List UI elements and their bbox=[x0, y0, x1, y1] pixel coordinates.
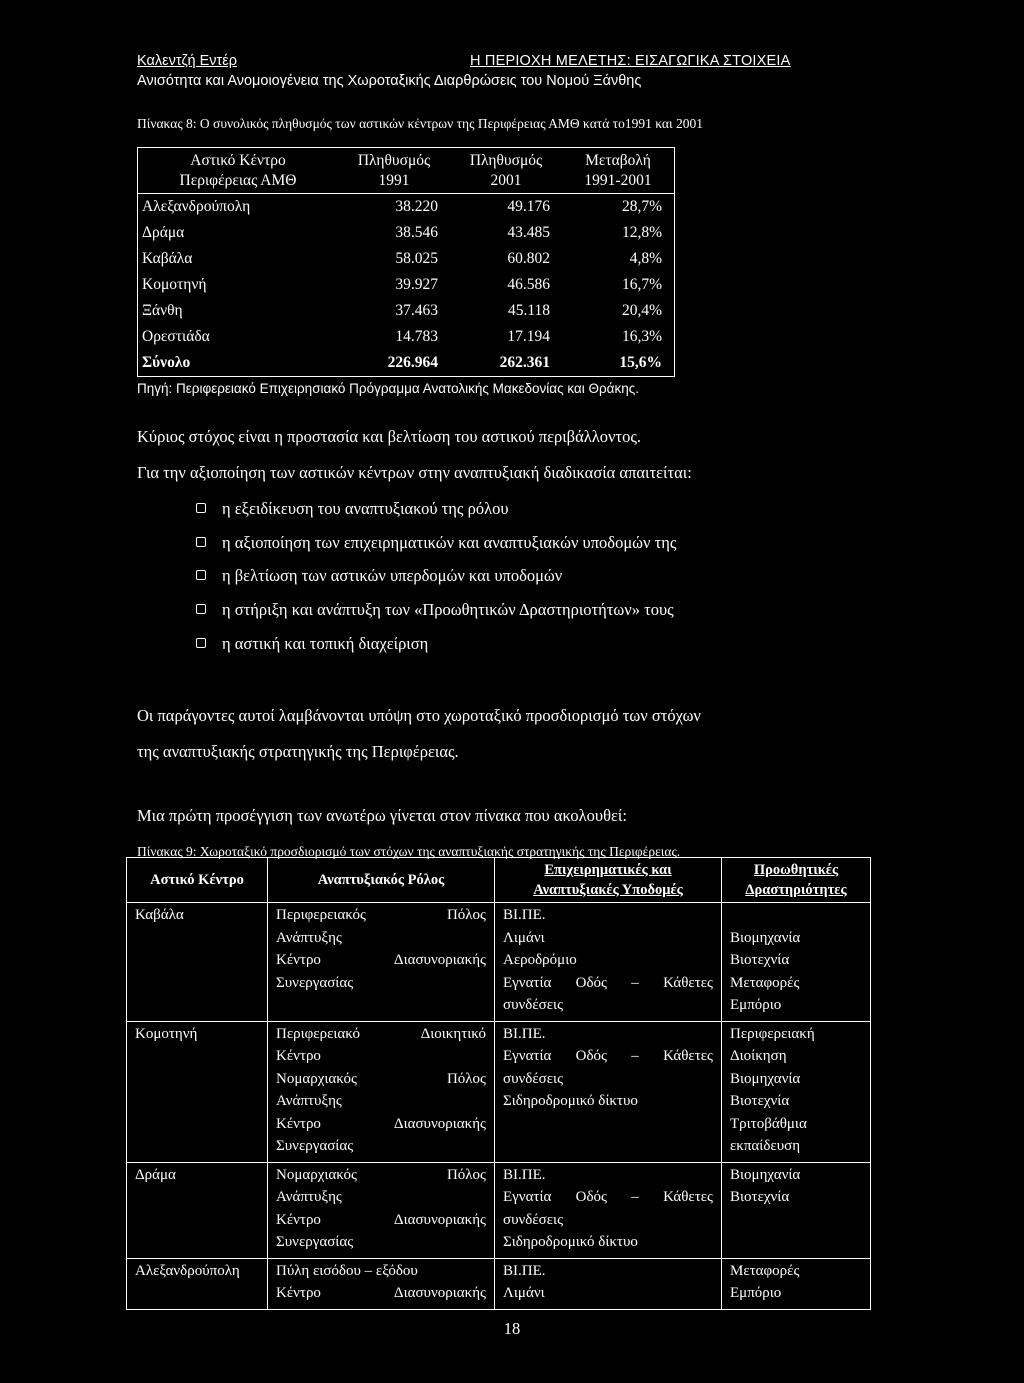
checkbox-bullet-icon bbox=[196, 604, 206, 614]
cell-center: Δράμα bbox=[127, 1162, 268, 1258]
population-table bbox=[137, 147, 675, 377]
role-line: Περιφερειακό Διοικητικό bbox=[276, 1025, 486, 1042]
table-8-source: Πηγή: Περιφερειακό Επιχειρησιακό Πρόγραμμα Ανατολικής Μακεδονίας και Θράκης. bbox=[137, 381, 639, 396]
role-line: Συνεργασίας bbox=[276, 974, 354, 991]
cell-center: Κομοτηνή bbox=[127, 1021, 268, 1162]
cell-change: 20,4% bbox=[621, 302, 662, 319]
activity-line: Βιομηχανία bbox=[730, 1070, 801, 1087]
bullet-item bbox=[196, 600, 674, 620]
col-header-line: Αναπτυξιακές Υποδομές bbox=[533, 882, 683, 898]
checkbox-bullet-icon bbox=[196, 537, 206, 547]
paragraph-factors-cont: της αναπτυξιακής στρατηγικής της Περιφέρειας. bbox=[137, 742, 459, 761]
bullet-text: η εξειδίκευση του αναπτυξιακού της ρόλου bbox=[222, 499, 509, 518]
role-line: Ανάπτυξης bbox=[276, 1189, 342, 1205]
col-header-line: Μεταβολή bbox=[585, 151, 651, 169]
col-header-line: Αστικό Κέντρο bbox=[190, 151, 286, 169]
bullet-item bbox=[196, 499, 509, 519]
checkbox-bullet-icon bbox=[196, 638, 206, 648]
infra-line: Εγνατία Οδός – Κάθετες bbox=[503, 1189, 713, 1205]
cell-infrastructure bbox=[495, 903, 722, 1022]
infra-line: Σιδηροδρομικό δίκτυο bbox=[503, 1093, 638, 1109]
cell-pop-1991: 38.220 bbox=[395, 198, 438, 215]
total-row bbox=[138, 350, 675, 377]
table-8-caption: Πίνακας 8: Ο συνολικός πληθυσμός των αστικών κέντρων της Περιφέρειας ΑΜΘ κατά το1991 και 2001 bbox=[137, 116, 703, 131]
col-header-line: Περιφέρειας ΑΜΘ bbox=[179, 171, 297, 189]
header-author: Καλεντζή Εντέρ bbox=[137, 53, 237, 69]
col-header-line: Πληθυσμός bbox=[469, 151, 543, 169]
cell-change: 16,3% bbox=[621, 328, 662, 345]
activity-line bbox=[730, 904, 862, 927]
table-row bbox=[138, 324, 675, 350]
activity-line: Βιομηχανία bbox=[730, 929, 801, 946]
cell-total-label: Σύνολο bbox=[142, 354, 191, 371]
cell-pop-1991: 37.463 bbox=[395, 302, 438, 319]
cell-city: Αλεξανδρούπολη bbox=[142, 198, 251, 215]
role-line: Κέντρο Διασυνοριακής bbox=[276, 1285, 486, 1301]
paragraph-main-goal: Κύριος στόχος είναι η προστασία και βελτίωση του αστικού περιβάλλοντος. bbox=[137, 427, 641, 446]
cell-activities bbox=[722, 1021, 871, 1162]
cell-activities bbox=[722, 1258, 871, 1309]
checkbox-bullet-icon bbox=[196, 503, 206, 513]
cell-change: 28,7% bbox=[621, 198, 662, 215]
infra-line: Εγνατία Οδός – Κάθετες bbox=[503, 1048, 713, 1064]
cell-city: Κομοτηνή bbox=[142, 276, 207, 293]
infra-line: ΒΙ.ΠΕ. bbox=[503, 907, 546, 923]
cell-role bbox=[268, 1258, 495, 1309]
cell-city: Δράμα bbox=[142, 224, 185, 241]
infra-line: ΒΙ.ΠΕ. bbox=[503, 1166, 546, 1183]
cell-total-1991: 226.964 bbox=[387, 354, 438, 371]
cell-pop-2001: 43.485 bbox=[507, 224, 550, 241]
activity-line: Βιοτεχνία bbox=[730, 1093, 790, 1109]
infra-line: Λιμάνι bbox=[503, 1285, 545, 1301]
bullet-text: η στήριξη και ανάπτυξη των «Προωθητικών Δραστηριοτήτων» τους bbox=[222, 600, 674, 619]
col-header-line: Προωθητικές bbox=[753, 862, 839, 878]
activity-line: Βιοτεχνία bbox=[730, 952, 790, 968]
header-section-title: Η ΠΕΡΙΟΧΗ ΜΕΛΕΤΗΣ: ΕΙΣΑΓΩΓΙΚΑ ΣΤΟΙΧΕΙΑ bbox=[470, 53, 791, 69]
infra-line: ΒΙ.ΠΕ. bbox=[503, 1025, 546, 1042]
activity-line: Μεταφορές bbox=[730, 974, 800, 991]
table-row bbox=[138, 298, 675, 324]
strategy-table bbox=[126, 857, 871, 1310]
cell-pop-2001: 45.118 bbox=[507, 302, 550, 319]
table-row bbox=[138, 246, 675, 272]
cell-pop-2001: 49.176 bbox=[507, 198, 550, 215]
cell-city: Ξάνθη bbox=[142, 302, 183, 319]
col-header-line: Αστικό Κέντρο bbox=[150, 872, 244, 888]
cell-pop-1991: 38.546 bbox=[395, 224, 438, 241]
activity-line: Περιφερειακή bbox=[730, 1025, 815, 1042]
table-9-caption: Πίνακας 9: Χωροταξικό προσδιορισμό των στόχων της αναπτυξιακής στρατηγικής της Περιφέρειας. bbox=[137, 844, 681, 859]
col-header-line: Αναπτυξιακός Ρόλος bbox=[317, 872, 445, 888]
activity-line: Διοίκηση bbox=[730, 1048, 787, 1064]
cell-center: Αλεξανδρούπολη bbox=[127, 1258, 268, 1309]
bullet-item bbox=[196, 566, 562, 586]
role-line: Κέντρο Διασυνοριακής bbox=[276, 1211, 486, 1228]
cell-infrastructure bbox=[495, 1162, 722, 1258]
activity-line: Μεταφορές bbox=[730, 1262, 800, 1279]
cell-pop-1991: 39.927 bbox=[395, 276, 438, 293]
table-row bbox=[138, 194, 675, 221]
cell-city: Καβάλα bbox=[142, 250, 193, 267]
cell-activities bbox=[722, 903, 871, 1022]
activity-line: Βιομηχανία bbox=[730, 1166, 801, 1183]
role-line: Ανάπτυξης bbox=[276, 929, 342, 946]
cell-activities bbox=[722, 1162, 871, 1258]
infra-line: Σιδηροδρομικό δίκτυο bbox=[503, 1234, 638, 1250]
col-header-line: Επιχειρηματικές και bbox=[544, 862, 672, 878]
bullet-item bbox=[196, 634, 428, 654]
role-line: Ανάπτυξης bbox=[276, 1093, 342, 1109]
population-table-header bbox=[138, 148, 675, 194]
table-row bbox=[127, 1021, 871, 1162]
paragraph-factors: Οι παράγοντες αυτοί λαμβάνονται υπόψη στο χωροταξικό προσδιορισμό των στόχων bbox=[137, 706, 701, 725]
infra-line: Εγνατία Οδός – Κάθετες bbox=[503, 974, 713, 991]
col-header-line: 1991 bbox=[378, 171, 410, 189]
role-line: Πύλη εισόδου – εξόδου bbox=[276, 1262, 418, 1279]
cell-city: Ορεστιάδα bbox=[142, 328, 210, 345]
cell-pop-1991: 14.783 bbox=[395, 328, 438, 345]
bullet-item bbox=[196, 533, 676, 553]
activity-line: Εμπόριο bbox=[730, 1285, 782, 1301]
table-row bbox=[138, 272, 675, 298]
header-subtitle: Ανισότητα και Ανομοιογένεια της Χωροταξικής Διαρθρώσεις του Νομού Ξάνθης bbox=[137, 73, 642, 89]
cell-role bbox=[268, 1021, 495, 1162]
col-header-line: Πληθυσμός bbox=[357, 151, 431, 169]
role-line: Συνεργασίας bbox=[276, 1234, 354, 1250]
checkbox-bullet-icon bbox=[196, 570, 206, 580]
cell-total-change: 15,6% bbox=[619, 354, 662, 371]
table-row bbox=[127, 1162, 871, 1258]
cell-change: 12,8% bbox=[621, 224, 662, 241]
paragraph-requirements: Για την αξιοποίηση των αστικών κέντρων στην αναπτυξιακή διαδικασία απαιτείται: bbox=[137, 463, 692, 482]
col-header-line: Δραστηριότητες bbox=[745, 882, 847, 898]
strategy-table-header bbox=[127, 858, 871, 903]
cell-role bbox=[268, 903, 495, 1022]
table-row bbox=[127, 1258, 871, 1309]
activity-line: Εμπόριο bbox=[730, 997, 782, 1013]
cell-change: 16,7% bbox=[621, 276, 662, 293]
infra-line: Αεροδρόμιο bbox=[503, 952, 577, 968]
cell-infrastructure bbox=[495, 1021, 722, 1162]
bullet-text: η αξιοποίηση των επιχειρηματικών και αναπτυξιακών υποδομών της bbox=[222, 533, 677, 552]
role-line: Νομαρχιακός Πόλος bbox=[276, 1070, 486, 1087]
role-line: Κέντρο Διασυνοριακής bbox=[276, 1115, 486, 1132]
infra-line: ΒΙ.ΠΕ. bbox=[503, 1262, 546, 1279]
cell-pop-2001: 17.194 bbox=[507, 328, 550, 345]
activity-line: Τριτοβάθμια bbox=[730, 1115, 807, 1132]
role-line: Νομαρχιακός Πόλος bbox=[276, 1166, 486, 1183]
role-line: Περιφερειακός Πόλος bbox=[276, 907, 486, 923]
cell-pop-2001: 60.802 bbox=[507, 250, 550, 267]
col-header-line: 2001 bbox=[490, 171, 522, 189]
infra-line: συνδέσεις bbox=[503, 997, 564, 1013]
cell-center: Καβάλα bbox=[127, 903, 268, 1022]
infra-line: συνδέσεις bbox=[503, 1211, 564, 1228]
role-line: Συνεργασίας bbox=[276, 1138, 354, 1154]
col-header-line: 1991-2001 bbox=[584, 171, 652, 189]
infra-line: συνδέσεις bbox=[503, 1070, 564, 1087]
table-row bbox=[127, 903, 871, 1022]
paragraph-intro-table-9: Μια πρώτη προσέγγιση των ανωτέρω γίνεται στον πίνακα που ακολουθεί: bbox=[137, 806, 627, 825]
role-line: Κέντρο Διασυνοριακής bbox=[276, 952, 486, 968]
infra-line: Λιμάνι bbox=[503, 929, 545, 946]
bullet-text: η βελτίωση των αστικών υπερδομών και υποδομών bbox=[222, 566, 563, 585]
activity-line: Βιοτεχνία bbox=[730, 1189, 790, 1205]
cell-change: 4,8% bbox=[629, 250, 662, 267]
table-row bbox=[138, 220, 675, 246]
page-number: 18 bbox=[503, 1319, 521, 1338]
role-line: Κέντρο bbox=[276, 1048, 321, 1064]
cell-infrastructure bbox=[495, 1258, 722, 1309]
cell-total-2001: 262.361 bbox=[499, 354, 550, 371]
cell-role bbox=[268, 1162, 495, 1258]
cell-pop-1991: 58.025 bbox=[395, 250, 438, 267]
cell-pop-2001: 46.586 bbox=[507, 276, 550, 293]
activity-line: εκπαίδευση bbox=[730, 1138, 801, 1154]
bullet-text: η αστική και τοπική διαχείριση bbox=[222, 634, 429, 653]
